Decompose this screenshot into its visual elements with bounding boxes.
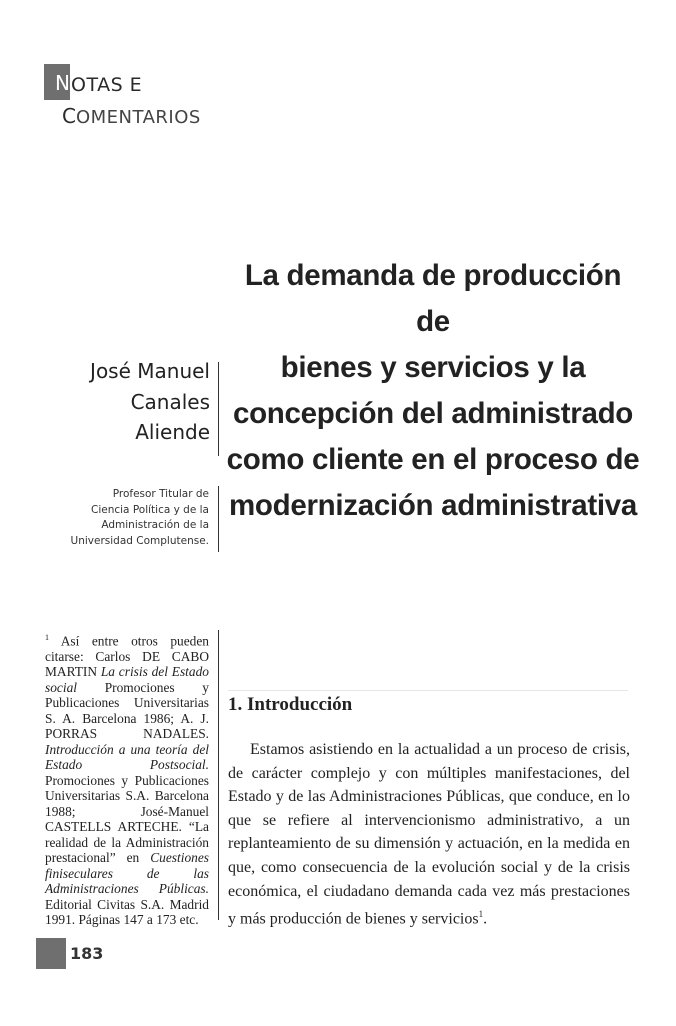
column-divider xyxy=(218,630,219,920)
affiliation-line: Profesor Titular de xyxy=(112,488,209,500)
author-name xyxy=(40,356,210,448)
body-paragraph xyxy=(228,738,630,931)
author-affiliation xyxy=(9,487,209,549)
section-initial-box: N xyxy=(44,64,70,100)
section-header xyxy=(44,64,244,128)
footnote-text: Así entre otros pueden citarse: Carlos DE CABO MARTIN xyxy=(45,633,210,680)
footnote-text: Promociones y Publicaciones Universitarias S. A. Barcelona 1986; A. J. PORRAS NADALES. xyxy=(45,679,209,742)
section-initial-2: C xyxy=(62,104,76,128)
affiliation-line: Universidad Complutense. xyxy=(70,534,209,547)
heading-rule xyxy=(228,690,628,691)
footnote-text: Editorial Civitas S.A. Madrid 1991. Páginas 147 a 173 etc. xyxy=(45,896,209,928)
author-line: José Manuel xyxy=(90,359,210,383)
author-line: Aliende xyxy=(135,420,210,444)
footnote-italic: La crisis del Estado social xyxy=(45,664,209,695)
section-title-line2: OMENTARIOS xyxy=(75,107,201,128)
affiliation-divider xyxy=(218,486,219,552)
title-line: modernización administrativa xyxy=(229,489,637,522)
footnote-italic: Cuestiones finiseculares de las Administraciones Públicas. xyxy=(45,850,209,897)
title-line: como cliente en el proceso de xyxy=(226,443,640,476)
footnote-reference: 1 xyxy=(478,909,484,920)
page-number-box xyxy=(36,938,66,969)
body-text-end: . xyxy=(483,910,488,928)
footnote-text: Promociones y Publicaciones Universitarias S.A. Barcelona 1988; José-Manuel CASTELLS ARTECHE. “La realidad de la Administración prestacional” en xyxy=(45,772,209,866)
title-line: La demanda de producción de xyxy=(244,259,622,338)
footnote-italic: Introducción a una teoría del Estado Postsocial. xyxy=(45,741,209,773)
title-line: bienes y servicios y la xyxy=(280,351,586,384)
author-line: Canales xyxy=(130,389,210,414)
affiliation-line: Ciencia Política y de la xyxy=(91,503,209,516)
body-text: Estamos asistiendo en la actualidad a un proceso de crisis, de carácter complejo y con múltiples manifestaciones, del Estado y de las Administraciones Públicas, que conduce, en lo que se refiere al intervencionismo administrativo, a un replanteamiento de su dimensión y actuación, en la medida en que, como consecuencia de la evolución social y de la crisis económica, el ciudadano demanda cada vez más prestaciones y más producción de bienes y servicios xyxy=(228,741,630,928)
footnote xyxy=(45,630,209,928)
title-line: concepción del administrado xyxy=(232,397,634,430)
section-title-line1: OTAS E xyxy=(71,74,143,96)
section-heading: 1. Introducción xyxy=(228,694,353,715)
author-divider xyxy=(218,362,219,456)
article-title xyxy=(226,253,640,529)
footnote-marker: 1 xyxy=(45,633,49,642)
affiliation-line: Administración de la xyxy=(101,519,209,531)
page-number: 183 xyxy=(70,944,104,963)
